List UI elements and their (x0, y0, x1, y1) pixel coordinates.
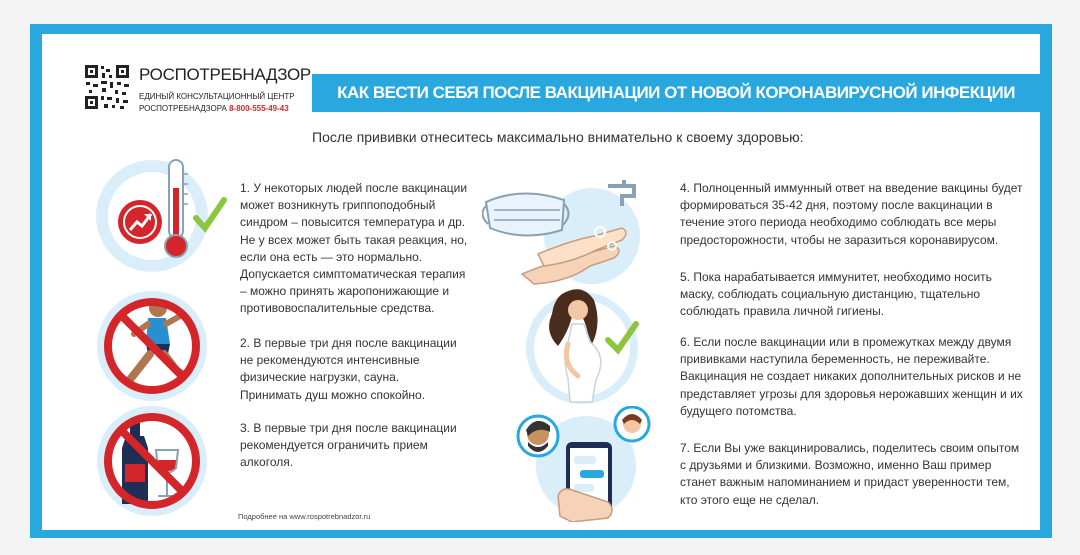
phone-chat-icon (516, 406, 656, 522)
item-4-paragraph: 4. Полноценный иммунный ответ на введение вакцины будет формироваться 35-42 дня, поэтому после вакцинации в течение этого периода необходимо соблюдать все меры предосторожности, чтобы не заразиться коронавирусом. (680, 181, 1023, 247)
item-3-text (240, 420, 490, 472)
no-alcohol-icon (92, 404, 214, 518)
brand-name: РОСПОТРЕБНАДЗОР (139, 65, 311, 84)
brand-line1: ЕДИНЫЙ КОНСУЛЬТАЦИОННЫЙ ЦЕНТР (139, 92, 295, 101)
item-1-paragraph: 1. У некоторых людей после вакцинации может возникнуть гриппоподобный синдром – повысится температура и др. Не у всех может быть такая реакция, но, если она есть — это нормально. Допускается симптоматическая терапия – можно принять жаропонижающие и противовоспалительные средства. (240, 181, 468, 316)
poster-subtitle: После прививки отнеситесь максимально внимательно к своему здоровью: (312, 129, 804, 145)
brand-line2 (139, 104, 289, 113)
item-4-text (680, 180, 1030, 249)
item-7-paragraph: 7. Если Вы уже вакцинировались, поделитесь своим опытом с друзьями и близкими. Возможно, именно Ваш пример станет важным напоминанием и придаст уверенности тем, кто этого еще не сделал. (680, 441, 1020, 507)
poster-card (42, 34, 1040, 530)
item-5-text (680, 269, 1030, 321)
item-2-paragraph: 2. В первые три дня после вакцинации не рекомендуются интенсивные физические нагрузки, сауна. Принимать душ можно спокойно. (240, 336, 457, 402)
item-2-text (240, 335, 490, 404)
item-6-paragraph: 6. Если после вакцинации или в промежутках между двумя прививками наступила беременность, не переживайте. Вакцинация не создает никаких дополнительных рисков и не представляет угрозы для здоровья нерожавших женщин и их будущего потомства. (680, 335, 1023, 418)
mask-handwash-icon (482, 166, 654, 288)
item-7-text (680, 440, 1030, 509)
brand-line2-text: РОСПОТРЕБНАДЗОРА (139, 104, 227, 113)
item-3-paragraph: 3. В первые три дня после вакцинации рекомендуется ограничить прием алкоголя. (240, 421, 457, 470)
title-bar (312, 74, 1040, 112)
thermometer-icon (82, 156, 232, 274)
poster-frame (30, 24, 1052, 538)
poster-title: КАК ВЕСТИ СЕБЯ ПОСЛЕ ВАКЦИНАЦИИ ОТ НОВОЙ КОРОНАВИРУСНОЙ ИНФЕКЦИИ (337, 83, 1015, 102)
footnote-link[interactable]: Подробнее на www.rospotrebnadzor.ru (238, 512, 371, 521)
item-1-text (240, 180, 490, 318)
item-6-text (680, 334, 1030, 420)
item-5-paragraph: 5. Пока нарабатывается иммунитет, необходимо носить маску, соблюдать социальную дистанцию, тщательно соблюдать правила личной гигиены. (680, 270, 992, 319)
brand-phone: 8-800-555-49-43 (229, 104, 289, 113)
no-exercise-icon (92, 288, 214, 404)
pregnant-woman-icon (522, 284, 646, 408)
qr-code-icon (84, 64, 130, 110)
